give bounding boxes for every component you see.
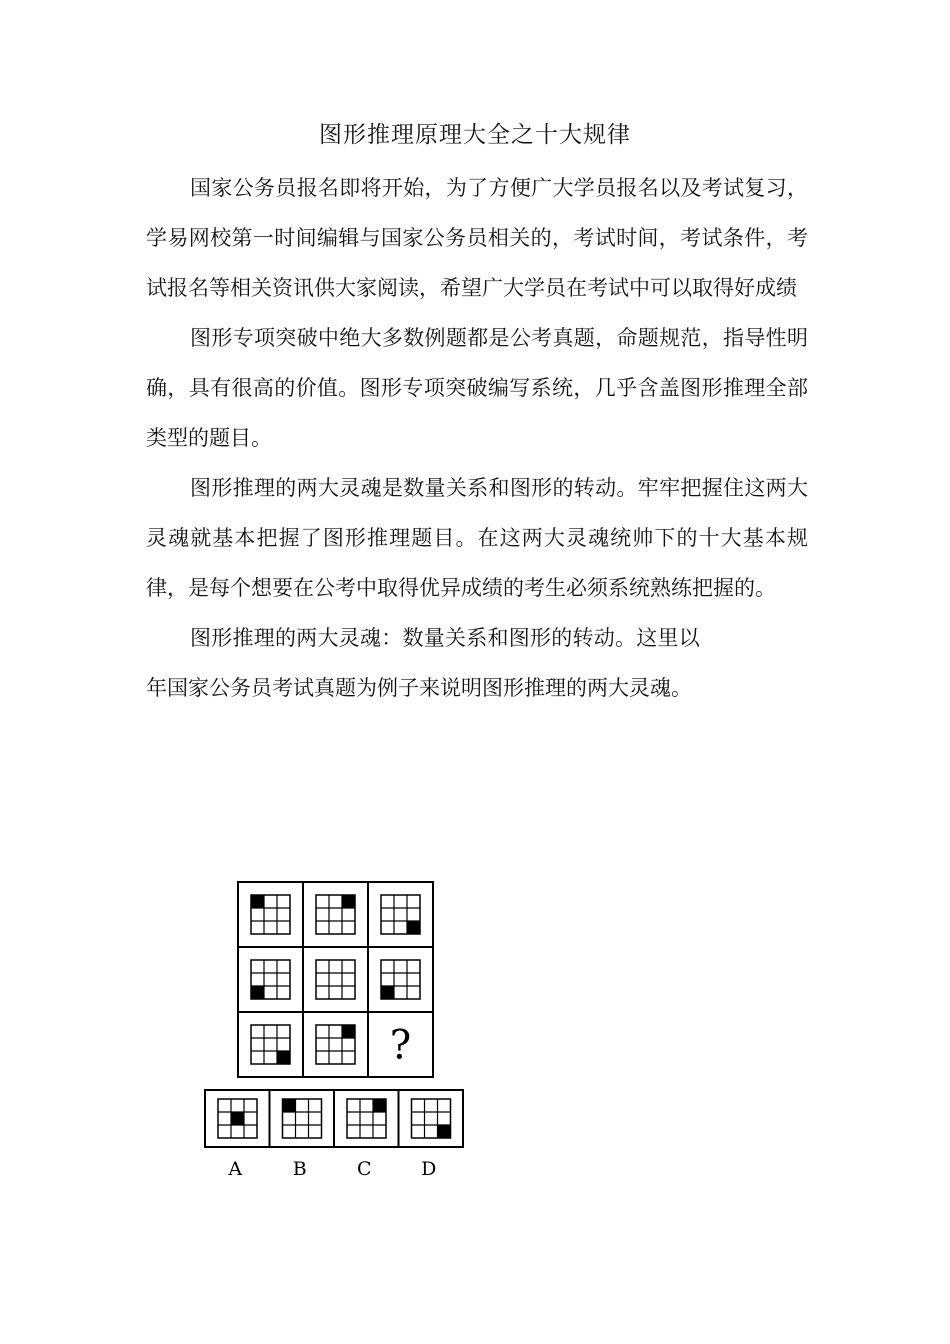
document-body — [146, 163, 808, 713]
option-c-black-cell — [373, 1099, 386, 1112]
paragraph-3: 图形推理的两大灵魂是数量关系和图形的转动。牢牢把握住这两大灵魂就基本把握了图形推理题目。在这两大灵魂统帅下的十大基本规律，是每个想要在公考中取得优异成绩的考生必须系统熟练把握的。 — [146, 476, 808, 600]
puzzle-cell-r3c2 — [303, 1012, 368, 1077]
option-b-black-cell — [283, 1099, 296, 1112]
puzzle-cell-r2c3 — [368, 947, 433, 1012]
puzzle-cell-r3c1-black-cell — [277, 1051, 290, 1064]
paragraph-4 — [146, 613, 808, 713]
option-c-label: C — [356, 1158, 372, 1180]
paragraph-4-part2: 年国家公务员考试真题为例子来说明图形推理的两大灵魂。 — [146, 676, 692, 700]
puzzle-cell-r2c2-mini-grid — [316, 960, 355, 999]
question-mark: ? — [389, 1022, 412, 1069]
option-b-label: B — [292, 1158, 307, 1180]
paragraph-4-part1: 图形推理的两大灵魂：数量关系和图形的转动。这里以 — [190, 626, 700, 650]
puzzle-cell-r2c2 — [303, 947, 368, 1012]
option-d-black-cell — [438, 1125, 451, 1138]
puzzle-cell-r1c1-black-cell — [251, 895, 264, 908]
option-a-label: A — [228, 1158, 243, 1180]
puzzle-cell-r2c3-black-cell — [381, 986, 394, 999]
puzzle-cell-r3c2-black-cell — [342, 1025, 355, 1038]
option-d-label: D — [421, 1158, 437, 1180]
puzzle-cell-r1c1 — [238, 882, 303, 947]
paragraph-2: 图形专项突破中绝大多数例题都是公考真题，命题规范，指导性明确，具有很高的价值。图形专项突破编写系统，几乎含盖图形推理全部类型的题目。 — [146, 326, 808, 450]
puzzle-figure — [200, 876, 470, 1186]
paragraph-1: 国家公务员报名即将开始，为了方便广大学员报名以及考试复习，学易网校第一时间编辑与国家公务员相关的，考试时间，考试条件，考试报名等相关资讯供大家阅读，希望广大学员在考试中可以取得好成绩 — [146, 176, 808, 300]
puzzle-cell-r1c3-black-cell — [407, 921, 420, 934]
document-title: 图形推理原理大全之十大规律 — [319, 122, 631, 148]
puzzle-cell-r2c1 — [238, 947, 303, 1012]
puzzle-cell-r2c1-black-cell — [251, 986, 264, 999]
puzzle-cell-r3c1 — [238, 1012, 303, 1077]
option-a-black-cell — [231, 1112, 244, 1125]
puzzle-cell-r1c2-black-cell — [342, 895, 355, 908]
puzzle-svg — [200, 876, 470, 1186]
puzzle-cell-r1c2 — [303, 882, 368, 947]
puzzle-cell-r1c3 — [368, 882, 433, 947]
